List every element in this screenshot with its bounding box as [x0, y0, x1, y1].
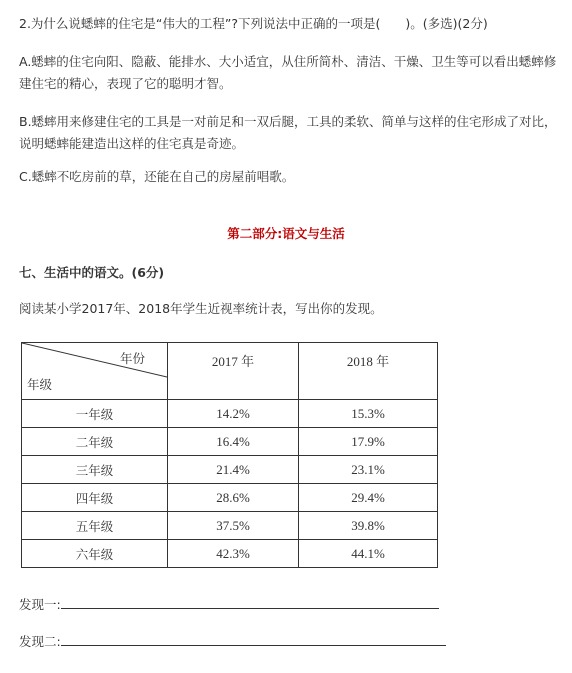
table-corner-cell	[22, 343, 168, 400]
rate-2018-cell: 15.3%	[299, 400, 438, 428]
rate-2017-cell: 37.5%	[168, 512, 299, 540]
rate-2018-cell: 44.1%	[299, 540, 438, 568]
column-header-2018: 2018 年	[299, 343, 438, 400]
rate-2018-cell: 23.1%	[299, 456, 438, 484]
section-7-heading: 七、生活中的语文。(6分)	[19, 265, 165, 280]
rate-2018-cell: 29.4%	[299, 484, 438, 512]
finding-2-row	[19, 631, 446, 650]
grade-cell: 二年级	[22, 428, 168, 456]
rate-2017-cell: 28.6%	[168, 484, 299, 512]
option-b: B.蟋蟀用来修建住宅的工具是一对前足和一双后腿，工具的柔软、简单与这样的住宅形成了对比，说明蟋蟀能建造出这样的住宅真是奇迹。	[19, 114, 557, 151]
rate-2018-cell: 17.9%	[299, 428, 438, 456]
table-row	[22, 484, 438, 512]
column-header-2017: 2017 年	[168, 343, 299, 400]
part-2-title: 第二部分:语文与生活	[227, 226, 345, 241]
grade-cell: 四年级	[22, 484, 168, 512]
grade-cell: 一年级	[22, 400, 168, 428]
table-header-row	[22, 343, 438, 400]
finding-1-blank[interactable]	[61, 594, 439, 609]
table-row	[22, 540, 438, 568]
rate-2017-cell: 21.4%	[168, 456, 299, 484]
option-a: A.蟋蟀的住宅向阳、隐蔽、能排水、大小适宜，从住所简朴、清洁、干燥、卫生等可以看出蟋蟀修建住宅的精心，表现了它的聪明才智。	[19, 54, 557, 91]
finding-2-blank[interactable]	[61, 631, 446, 646]
corner-grade-label: 年级	[27, 377, 53, 392]
table-row	[22, 456, 438, 484]
grade-cell: 五年级	[22, 512, 168, 540]
section-7-instruction: 阅读某小学2017年、2018年学生近视率统计表，写出你的发现。	[19, 301, 383, 316]
corner-year-label: 年份	[119, 351, 145, 366]
option-c: C.蟋蟀不吃房前的草，还能在自己的房屋前唱歌。	[19, 169, 295, 184]
table-row	[22, 400, 438, 428]
table-row	[22, 512, 438, 540]
rate-2017-cell: 42.3%	[168, 540, 299, 568]
question-2-stem: 2.为什么说蟋蟀的住宅是“伟大的工程”?下列说法中正确的一项是( )。(多选)(2分)	[19, 16, 488, 31]
grade-cell: 三年级	[22, 456, 168, 484]
finding-1-row	[19, 594, 439, 613]
table-row	[22, 428, 438, 456]
rate-2017-cell: 16.4%	[168, 428, 299, 456]
grade-cell: 六年级	[22, 540, 168, 568]
rate-2018-cell: 39.8%	[299, 512, 438, 540]
finding-1-label: 发现一:	[19, 597, 61, 612]
rate-2017-cell: 14.2%	[168, 400, 299, 428]
myopia-rate-table	[21, 342, 438, 568]
finding-2-label: 发现二:	[19, 634, 61, 649]
